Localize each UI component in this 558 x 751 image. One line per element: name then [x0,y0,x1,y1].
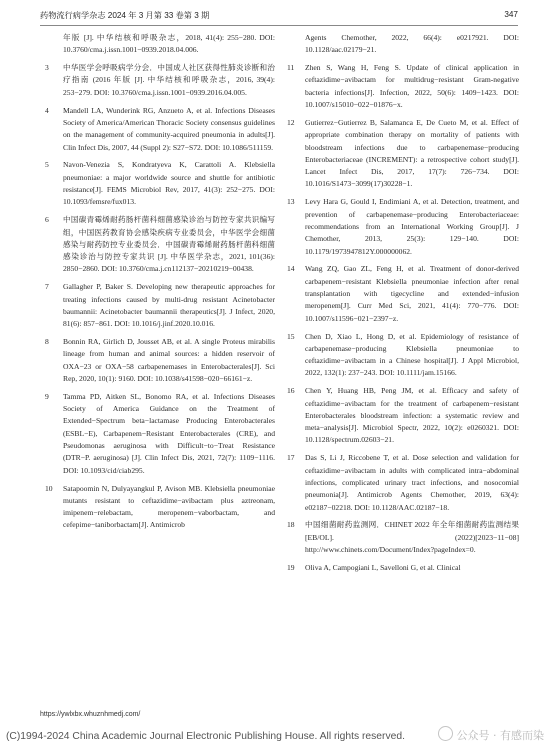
reference-text: 中国细菌耐药监测网．CHINET 2022 年全年细菌耐药监测结果 [EB/OL]. (2022)[2023−11−08] http://www.chinets.com/Document/Index?pageIndex=0. [305,520,519,555]
copyright-notice: (C)1994-2024 China Academic Journal Electronic Publishing House. All rights reserved. [6,731,405,742]
reference-entry [45,483,275,532]
reference-text: Bonnin RA, Girlich D, Jousset AB, et al. A single Proteus mirabilis lineage from human and animal sources: a hidden reservoir of OXA−23 or OXA−58 carbapenemases in Enterobacterales[J]. Sci Rep, 2020, 10(1): 9160. DOI: 10.1038/s41598−020−66161−z. [63,337,275,383]
watermark-text: 公众号 · 有感而染 [456,729,544,742]
reference-number: 4 [45,105,49,115]
reference-number: 7 [45,282,49,292]
header-rule [40,25,518,26]
wechat-icon [438,726,453,741]
reference-number: 10 [45,483,53,493]
reference-number: 6 [45,215,49,225]
reference-text: Levy Hara G, Gould I, Endimiani A, et al. Detection, treatment, and prevention of carbapenemase−producing Enterobacteriaceae: recommendations from an International Working Group[J]. J Chemother, 2013, 25(3): 129−140. DOI: 10.1179/1973947812Y.000000062. [305,197,519,256]
reference-entry [287,62,519,111]
reference-entry [45,105,275,154]
reference-number: 5 [45,160,49,170]
reference-number: 13 [287,197,295,207]
reference-entry [287,196,519,257]
reference-entry [287,562,519,574]
reference-text: Gallagher P, Baker S. Developing new therapeutic approaches for treating infections caused by multi-drug resistant Acinetobacter baumannii: Acinetobacter baumannii therapeutics[J]. J Infect, 2020, 81(6): 857−861. DOI: 10.1016/j.jinf.2020.10.016. [63,282,275,329]
watermark [438,726,545,743]
reference-entry [287,519,519,556]
reference-number: 17 [287,453,295,463]
reference-text: Das S, Li J, Riccobene T, et al. Dose selection and validation for ceftazidime−avibactam in adults with complicated intra−abdominal infections, complicated urinary tract infections, and nosocomial pneumonia[J]. Antimicrob Agents Chemother, 2019, 63(4): e02187−02218. DOI: 10.1128/AAC.02187−18. [305,453,519,512]
reference-number: 14 [287,264,295,274]
reference-text: Satapoomin N, Dulyayangkul P, Avison MB. Klebsiella pneumoniae mutants resistant to ceftazidime−avibactam plus aztreonam, imipenem−relebactam, meropenem−vaborbactam, and cefepime−taniborbactam[J]. Antimicrob [63,483,275,530]
reference-text: Oliva A, Campogiani L, Savelloni G, et al. Clinical [305,562,461,572]
footer-url[interactable]: https://ywlxbx.whuznhmedj.com/ [40,711,141,718]
reference-number: 15 [287,331,295,341]
running-header [40,10,518,22]
reference-text: Agents Chemother, 2022, 66(4): e0217921. DOI: 10.1128/aac.02179−21. [305,33,519,55]
reference-text: 年版 [J]. 中华结核和呼吸杂志，2018, 41(4): 255−280. DOI: 10.3760/cma.j.issn.1001−0939.2018.04.006. [63,33,275,55]
reference-entry [45,281,275,330]
reference-entry [287,117,519,191]
reference-number: 9 [45,391,49,401]
reference-text: Wang ZQ, Gao ZL, Feng H, et al. Treatment of donor-derived carbapenem−resistant Klebsiella pneumoniae infection after renal transplantation with tigecycline and extended−infusion meropenem[J]. Curr Med Sci, 2021, 41(4): 770−776. DOI: 10.1007/s11596−021−2397−z. [305,264,519,323]
page-number: 347 [504,10,518,19]
reference-text: 中国碳青霉烯耐药肠杆菌科细菌感染诊治与防控专家共识编写组，中国医药教育协会感染疾病专业委员会，中华医学会细菌感染与耐药防控专业委员会．中国碳青霉烯耐药肠杆菌科细菌感染诊治与防控专家共识 [J]. 中华医学杂志，2021, 101(36): 2850−2860. DOI: 10.3760/cma.j.cn112137−20210219−00438. [63,215,275,274]
reference-number: 18 [287,520,295,530]
reference-entry [287,385,519,446]
reference-number: 16 [287,386,295,396]
reference-entry [287,32,519,57]
left-reference-column [45,32,275,537]
reference-number: 19 [287,562,295,572]
reference-number: 12 [287,117,295,127]
reference-entry [287,452,519,513]
reference-entry [45,214,275,275]
reference-text: Tamma PD, Aitken SL, Bonomo RA, et al. Infections Diseases Society of America Guidance on the Treatment of Extended−Spectrum beta−lactamase Producing Enterobacterales (ESBL−E), Carbapenem−Resistant Enterobacterales (CRE), and Pseudomonas aeruginosa with Difficult−to−Treat Resistance (DTR−P. aeruginosa) [J]. Clin Infect Dis, 2021, 72(7): 1109−1116. DOI: 10.1093/cid/ciab295. [63,391,275,475]
reference-text: Gutierrez−Gutierrez B, Salamanca E, De Cueto M, et al. Effect of appropriate combination therapy on mortality of patients with bloodstream infections due to carbapenemase−producing Enterobacteriaceae (INCREMENT): a retrospective cohort study[J]. Lancet Infect Dis, 2017, 17(7): 726−734. DOI: 10.1016/S1473−3099(17)30228−1. [305,117,519,189]
reference-number: 3 [45,63,49,73]
reference-text: Chen Y, Huang HB, Peng JM, et al. Efficacy and safety of ceftazidime−avibactam for the treatment of carbapenem−resistant Enterobacterales bloodstream infection: a systematic review and meta−analysis[J]. Microbiol Spectr, 2022, 10(2): e0260321. DOI: 10.1128/spectrum.02603−21. [305,386,519,445]
reference-entry [45,159,275,208]
reference-number: 11 [287,63,295,73]
reference-entry [287,263,519,324]
reference-text: Navon-Venezia S, Kondratyeva K, Carattoli A. Klebsiella pneumoniae: a major worldwide source and shuttle for antibiotic resistance[J]. FEMS Microbiol Rev, 2017, 41(3): 252−275. DOI: 10.1093/femsre/fux013. [63,160,275,207]
reference-number: 8 [45,337,49,347]
reference-entry [45,391,275,477]
reference-text: Chen D, Xiao L, Hong D, et al. Epidemiology of resistance of carbapenemase−producing Klebsiella pneumoniae to ceftazidime−avibactam in a Chinese hospital[J]. J Appl Microbiol, 2022, 132(1): 237−243. DOI: 10.1111/jam.15166. [305,331,519,378]
reference-entry [287,331,519,380]
reference-text: Zhen S, Wang H, Feng S. Update of clinical application in ceftazidime−avibactam for multidrug−resistant Gram-negative bacteria infections[J]. Infection, 2022, 50(6): 1409−1423. DOI: 10.1007/s15010−022−01876−x. [305,63,519,110]
reference-entry [45,336,275,385]
reference-text: 中华医学会呼吸病学分会．中国成人社区获得性肺炎诊断和治疗指南 (2016 年版 [J]. 中华结核和呼吸杂志，2016, 39(4): 253−279. DOI: 10.3760/cma.j.issn.1001−0939.2016.04.005. [63,63,275,97]
reference-entry [45,32,275,57]
reference-text: Mandell LA, Wunderink RG, Anzueto A, et al. Infections Diseases Society of America/American Thoracic Society consensus guidelines on the management of community-acquired pneumonia in adults[J]. Clin Infect Dis, 2007, 44 (Suppl 2): S27−S72. DOI: 10.1086/511159. [63,105,275,152]
journal-title: 药物流行病学杂志 2024 年 3 月第 33 卷第 3 期 [40,11,210,20]
right-reference-column [287,32,519,580]
reference-entry [45,62,275,99]
